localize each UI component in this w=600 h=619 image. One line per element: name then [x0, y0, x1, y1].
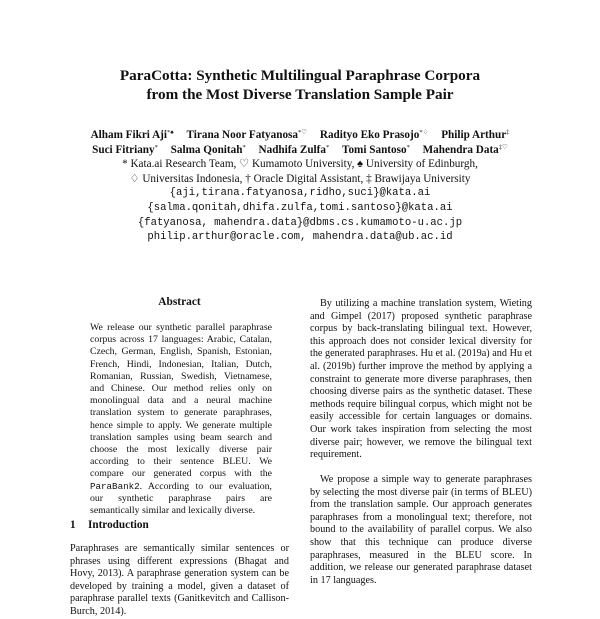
title-line-1: ParaCotta: Synthetic Multilingual Paraphrase Corpora: [119, 67, 481, 84]
author-line-1: [0, 128, 600, 143]
right-paragraph-1: By utilizing a machine translation system, Wieting and Gimpel (2017) proposed synthetic paraphrase corpus by back-translating bilingual text. However, this approach does not consider lexical diversity for the generated paraphrases. Hu et al. (2019a) and Hu et al. (2019b) further improve the method by applying a constraint to generate more diverse paraphrases, then choosing diverse pairs as the synthetic dataset. These methods require bilingual corpus, which might not be easily accessible for certain languages or domains. Our work takes inspiration from selecting the most diverse pair; however, we remove the bilingual text requirement.: [310, 298, 532, 461]
title-line-2: from the Most Diverse Translation Sample Pair: [146, 86, 454, 103]
affiliation-line: * Kata.ai Research Team, ♡ Kumamoto University, ♠ University of Edinburgh,: [122, 158, 478, 171]
author-mark: ‡♡: [498, 143, 508, 151]
section-number: 1: [70, 519, 76, 531]
author-name: Radityo Eko Prasojo: [319, 129, 420, 141]
author-name: Alham Fikri Aji: [90, 129, 168, 141]
author-mark: ‡: [506, 129, 510, 136]
section-title: Introduction: [88, 519, 149, 531]
author-mark: *: [154, 143, 158, 151]
abstract-code: ParaBank2: [90, 480, 140, 492]
author-name: Suci Fitriany: [92, 143, 155, 156]
abstract-body: [90, 322, 272, 517]
author-mark: *♡: [298, 129, 308, 136]
author-name: Mahendra Data: [422, 143, 499, 156]
abstract-heading: Abstract: [158, 296, 201, 308]
author-name: Tirana Noor Fatyanosa: [186, 129, 298, 141]
email-line: {fatyanosa, mahendra.data}@dbms.cs.kumamoto-u.ac.jp: [137, 216, 463, 229]
author-block: [0, 128, 600, 245]
affiliation-line: ♢ Universitas Indonesia, † Oracle Digital Assistant, ‡ Brawijaya University: [129, 172, 471, 185]
author-mark: *: [242, 143, 246, 151]
author-name: Tomi Santoso: [342, 143, 407, 156]
intro-paragraph: Paraphrases are semantically similar sentences or phrases using different expressions (Bhagat and Hovy, 2013). A paraphrase generation system can be developed by training a model, given a dataset of paraphrase parallel texts (Ganitkevitch and Callison-Burch, 2014).: [70, 543, 289, 617]
abstract-text-end: . According to our evaluation, our synthetic paraphrase pairs are semantically similar and lexically diverse.: [90, 480, 272, 517]
author-name: Philip Arthur: [441, 129, 507, 141]
email-line: {salma.qonitah,dhifa.zulfa,tomi.santoso}@kata.ai: [147, 201, 453, 214]
author-mark: *: [325, 143, 330, 151]
abstract-text: We release our synthetic parallel paraphrase corpus across 17 languages: Arabic, Catalan, Czech, German, English, Spanish, Estonian, French, Hindi, Indonesian, Italian, Dutch, Romanian, Russian, Swedish, Vietnamese, and Chinese. Our method relies only on monolingual data and a neural machine translation system to generate paraphrases, hence simple to apply. We generate multiple translation samples using beam search and choose the most lexically diverse pair according to their sentence BLEU. We compare our generated corpus with the: [90, 322, 272, 480]
email-line: {aji,tirana.fatyanosa,ridho,suci}@kata.ai: [169, 187, 431, 200]
paper-title: [0, 66, 600, 104]
author-name: Salma Qonitah: [170, 143, 243, 156]
author-mark: *: [406, 143, 410, 151]
email-line: philip.arthur@oracle.com, mahendra.data@ub.ac.id: [147, 231, 453, 244]
section-heading: [70, 519, 149, 531]
author-mark: *♠: [167, 129, 174, 136]
right-paragraph-2: We propose a simple way to generate paraphrases by selecting the most diverse pair (in terms of BLEU) from the translation sample. Our approach generates paraphrases from a monolingual text; therefore, not bound to the availability of parallel corpus. We also show that this technique can produce diverse paraphrases, measured in the BLEU score. In addition, we release our generated paraphrase dataset in 17 languages.: [310, 474, 532, 586]
author-mark: *♢: [419, 129, 429, 136]
author-line-2: [0, 143, 600, 158]
author-name: Nadhifa Zulfa: [258, 143, 326, 156]
